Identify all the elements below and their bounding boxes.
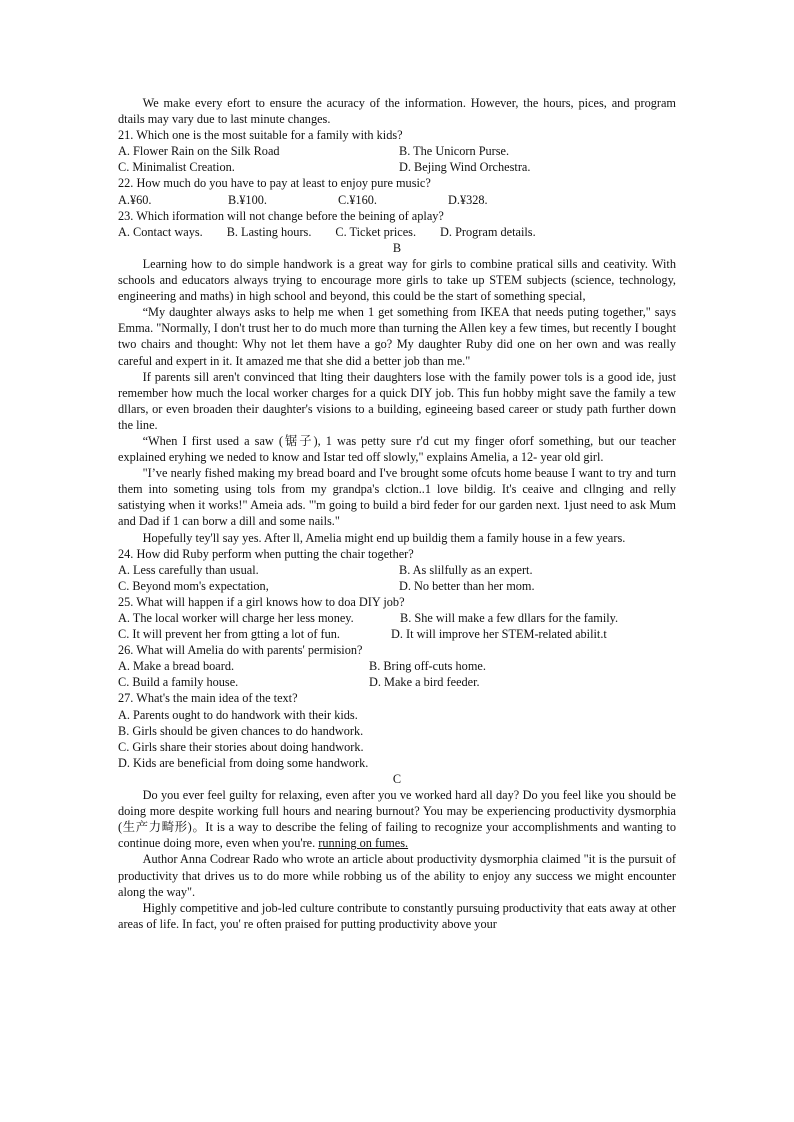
question-22-options [118, 192, 676, 208]
option-22-b: B.¥100. [228, 192, 267, 207]
option-25-d: D. It will improve her STEM-related abilit.t [391, 627, 607, 642]
question-23-options [118, 224, 676, 240]
option-26-d: D. Make a bird feeder. [369, 675, 480, 690]
section-c-paragraph-1-text: Do you ever feel guilty for relaxing, even after you ve worked hard all day? Do you feel like you should be doing more despite working full hours and nearing burnout? You may be experiencing productivity dysmorphia (生产力畸形)。It is a way to describe the feling of failing to recognize your accomplishments and wanting to continue doing more, even when you're. [118, 788, 676, 851]
section-b-paragraph-2: “My daughter always asks to help me when 1 get something from IKEA that needs puting together," says Emma. "Normally, I don't trust her to do much more than turning the Allen key a few times, but recently I bought two chairs and thought: Why not let them have a go? My daughter Ruby did one on her own and was really careful and expert in it. It amazed me that she did a better job than me." [118, 305, 676, 368]
question-25-options-2 [118, 626, 676, 642]
option-26-b: B. Bring off-cuts home. [369, 659, 486, 674]
option-25-b: B. She will make a few dllars for the family. [400, 611, 619, 625]
question-26-options [118, 658, 676, 674]
question-26-options-2 [118, 674, 676, 690]
question-21: 21. Which one is the most suitable for a family with kids? [118, 128, 403, 143]
option-21-d: D. Bejing Wind Orchestra. [399, 160, 531, 175]
option-26-c: C. Build a family house. [118, 675, 239, 690]
section-a-tail: We make every efort to ensure the acuracy of the information. However, the hours, pices, and program dtails may vary due to last minute changes. [118, 96, 676, 127]
option-21-a: A. Flower Rain on the Silk Road [118, 144, 280, 159]
option-22-c: C.¥160. [338, 192, 377, 207]
option-25-a: A. The local worker will charge her less money. [118, 611, 354, 625]
option-24-a: A. Less carefully than usual. [118, 562, 259, 577]
section-c-paragraph-2: Author Anna Codrear Rado who wrote an article about productivity dysmorphia claimed "it is the pursuit of productivity that drives us to do more while robbing us of the ability to enjoy any success we might encounter along the way". [118, 852, 676, 899]
question-25: 25. What will happen if a girl knows how to doa DIY job? [118, 594, 405, 609]
option-22-a: A.¥60. [118, 192, 152, 207]
option-22-d: D.¥328. [448, 192, 488, 207]
section-b-paragraph-3: If parents sill aren't convinced that lting their daughters lose with the family power tols is a good ide, just remember how much the local worker charges for a quick DIY job. This fun hobby might save the family a tew dllars, or even broaden their daughter's visions to a building, egineeing based career or study path further down the line. [118, 369, 676, 432]
option-24-d: D. No better than her mom. [399, 578, 535, 593]
question-24-options [118, 562, 676, 578]
option-23-a: A. Contact ways. [118, 224, 203, 239]
question-24-options-2 [118, 578, 676, 594]
option-27-a: A. Parents ought to do handwork with their kids. [118, 707, 358, 722]
option-24-b: B. As slilfully as an expert. [399, 562, 533, 577]
question-26: 26. What will Amelia do with parents' permision? [118, 643, 363, 658]
option-26-a: A. Make a bread board. [118, 659, 235, 674]
option-21-c: C. Minimalist Creation. [118, 160, 235, 175]
question-21-options [118, 143, 676, 159]
section-b-paragraph-4: “When I first used a saw (锯子), 1 was petty sure r'd cut my finger oforf something, but our teacher explained eryhing we neded to know and Istar ted off slowly," explains Amelia, a 12- year old girl. [118, 433, 676, 465]
option-25-c: C. It will prevent her from gtting a lot of fun. [118, 627, 340, 642]
section-b-paragraph-1: Learning how to do simple handwork is a great way for girls to combine pratical sills and ceativity. With schools and educators always trying to encourage more girls to take up STEM subjects (science, technology, engineering and maths) in high school and beyond, this could be the start of something special, [118, 256, 676, 304]
option-23-c: C. Ticket prices. [335, 224, 417, 239]
option-27-c: C. Girls share their stories about doing handwork. [118, 739, 364, 754]
question-22: 22. How much do you have to pay at least to enjoy pure music? [118, 176, 431, 191]
option-21-b: B. The Unicorn Purse. [399, 144, 510, 159]
underlined-phrase: running on fumes. [318, 836, 409, 851]
document-page [118, 95, 676, 932]
question-24: 24. How did Ruby perform when putting the chair together? [118, 546, 414, 561]
question-25-options [118, 610, 676, 626]
option-27-b: B. Girls should be given chances to do handwork. [118, 723, 364, 738]
section-c-paragraph-3: Highly competitive and job-led culture contribute to constantly pursuing productivity that eats away at other areas of life. In fact, you' re often praised for putting productivity above your [118, 900, 676, 931]
question-21-options-2 [118, 159, 676, 175]
option-23-b: B. Lasting hours. [226, 224, 312, 239]
option-27-d: D. Kids are beneficial from doing some handwork. [118, 755, 369, 770]
section-b-paragraph-6: Hopefully tey'll say yes. After ll, Amelia might end up buildig them a family house in a few years. [142, 530, 626, 545]
section-c-heading: C [392, 771, 402, 786]
section-c-paragraph-1 [118, 787, 676, 851]
option-23-d: D. Program details. [440, 224, 536, 239]
option-24-c: C. Beyond mom's expectation, [118, 578, 269, 593]
section-b-paragraph-5: "I’ve nearly fished making my bread board and I've brought some ofcuts home beause I want to try and turn them into someting using tols from my grandpa's clction..1 love bildig. It's ceaive and cllnging and relly satistying when it works!" Ameia ads. "'m going to build a bird feder for our garden next. 1just need to ask Mum and Dad if 1 can borw a dill and some nails." [118, 466, 676, 529]
question-27: 27. What's the main idea of the text? [118, 691, 298, 706]
question-23: 23. Which iformation will not change before the beining of aplay? [118, 208, 444, 223]
section-b-heading: B [392, 240, 402, 255]
